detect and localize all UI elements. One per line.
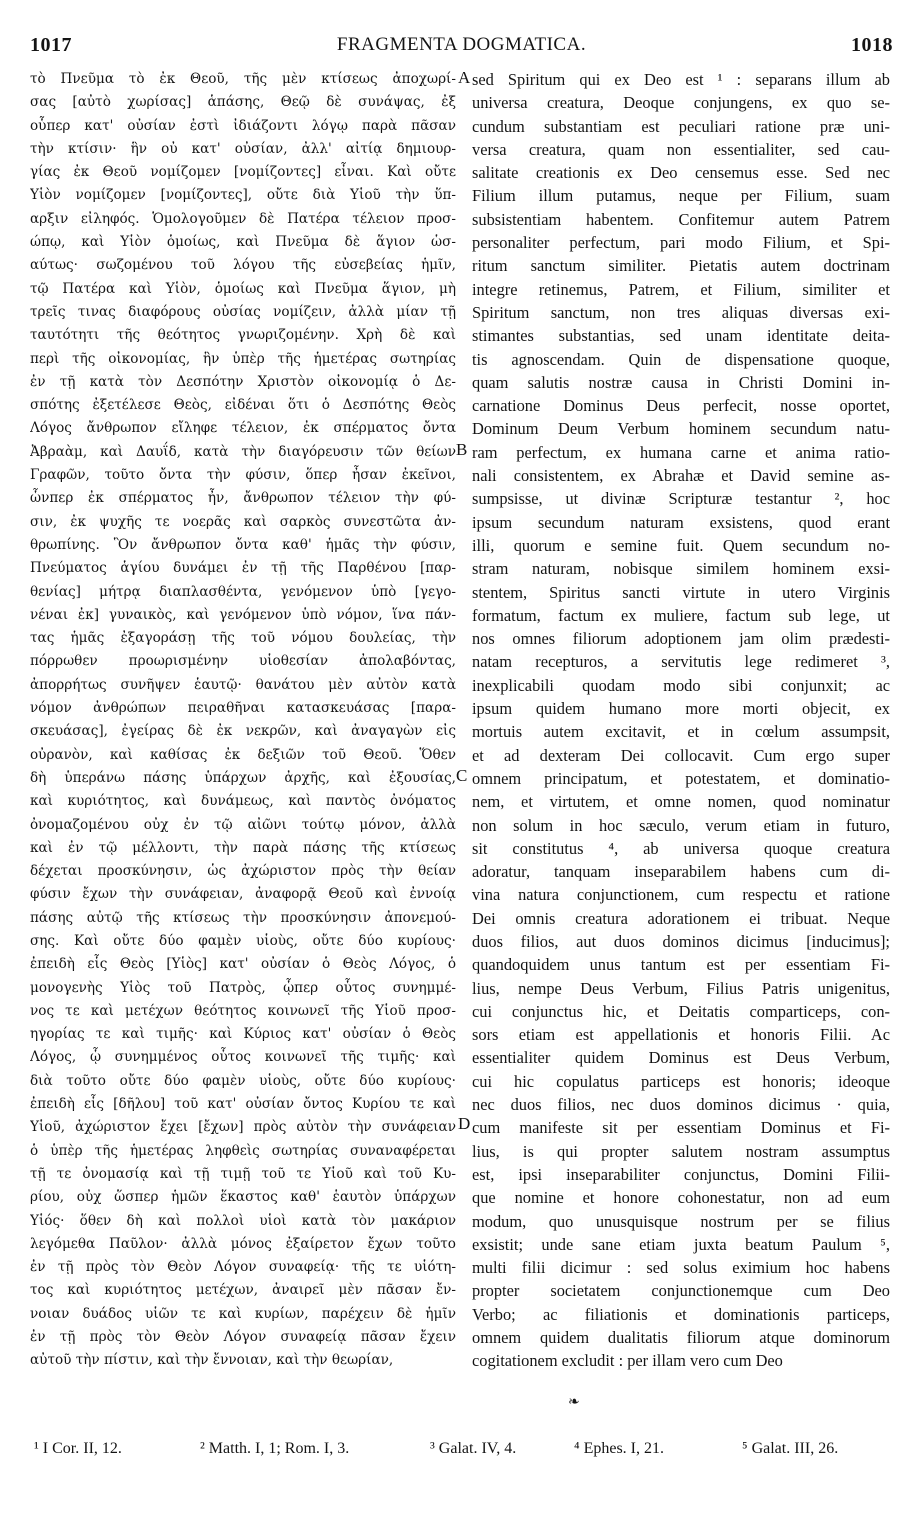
greek-text-line: θενίας] μήτρᾳ διαπλασθέντα, γενόμενον ὑπὸ [γεγο-	[30, 583, 456, 600]
greek-text-line: τῇ τε ὀνομασίᾳ καὶ τῇ τιμῇ τοῦ τε Υἱοῦ καὶ τοῦ Κυ-	[30, 1165, 456, 1182]
ornament-glyph: ❧	[568, 1394, 580, 1410]
greek-text-line: νοιαν δυάδος υἱῶν τε καὶ κυρίων, παρέχειν δὲ ἡμῖν	[30, 1305, 456, 1322]
footnote: ⁵ Galat. III, 26.	[742, 1440, 839, 1457]
latin-text-line: nem, et virtutem, et omne nomen, quod nominatur	[472, 792, 890, 812]
latin-text-line: adoratur, tanquam inseparabilem habens cum di-	[472, 862, 890, 882]
latin-text-column	[472, 68, 890, 1373]
latin-text-line: multi filii dicimur : sed solus eximium hoc habens	[472, 1258, 890, 1278]
running-title: FRAGMENTA DOGMATICA.	[336, 34, 587, 55]
latin-text-line: lius, nempe Deus Verbum, Filius Patris unigenitus,	[472, 978, 890, 998]
greek-text-line: τῷ Πατέρα καὶ Υἱὸν, ὁμοίως καὶ Πνεῦμα ἅγιον, μὴ	[30, 280, 456, 297]
greek-text-line: νόμον ἀνθρώπων πειραθῆναι κατασκευάσας [παρα-	[30, 700, 456, 717]
greek-text-line: ἐν τῇ κατὰ τὸν Δεσπότην Χριστὸν οἰκονομίᾳ ὁ Δε-	[30, 373, 456, 390]
latin-text-line: universa creatura, Deoque conjungens, ex quo se-	[472, 93, 890, 113]
greek-text-line: αὐτοῦ τὴν πίστιν, καὶ τὴν ἔννοιαν, καὶ τὴν θεωρίαν,	[30, 1352, 394, 1369]
latin-text-line: natam recepturos, a servitutis lege redimeret ³,	[472, 652, 890, 672]
greek-text-line: λεγόμεθα Παῦλον· ἀλλὰ μόνος ἐξαίρετον ἔχων τοῦτο	[30, 1235, 456, 1252]
latin-text-line: tis agnoscendam. Quin de dispensatione quoque,	[472, 349, 890, 369]
latin-text-line: essentialiter quidem Dominus est Deus Verbum,	[472, 1048, 890, 1068]
margin-marker-b: B	[456, 440, 468, 459]
greek-text-line: πάσης αὐτῷ τῆς κτίσεως τὴν προσκύνησιν ἀπονεμού-	[30, 909, 456, 926]
greek-text-line: περὶ τῆς οἰκονομίας, ἣν ὑπὲρ τῆς ἡμετέρας σωτηρίας	[30, 350, 456, 367]
latin-text-line: exsistit; unde sane etiam juxta beatum Paulum ⁵,	[472, 1234, 890, 1254]
greek-text-line: ὀνομαζομένου οὐχ ἐν τῷ αἰῶνι τούτῳ μόνον, ἀλλὰ	[30, 816, 456, 833]
greek-text-line: φύσιν ἔχων τὴν συνάφειαν, ἀναφορᾷ Θεοῦ καὶ ἐννοίᾳ	[30, 886, 456, 903]
latin-text-line: sit constitutus ⁴, ab universa quoque creatura	[472, 838, 890, 858]
footnote: ³ Galat. IV, 4.	[430, 1440, 517, 1457]
latin-text-line: Dei omnis creatura adorationem ei tribuat. Neque	[472, 908, 890, 928]
greek-text-line: ηγορίας τε καὶ τιμῆς· καὶ Κύριος κατ' οὐσίαν ὁ Θεὸς	[30, 1026, 456, 1043]
greek-text-line: δὴ ὑπεράνω πάσης ὑπάρχων ἀρχῆς, καὶ ἐξουσίας,	[30, 769, 456, 786]
latin-text-line: Dominum Deum Verbum hominem secundum natu-	[472, 419, 890, 439]
greek-text-line: διὰ τοῦτο οὔτε δύο φαμὲν υἱοὺς, οὔτε δύο κυρίους·	[30, 1072, 456, 1089]
greek-text-line: σης. Καὶ οὔτε δύο φαμὲν υἱοὺς, οὔτε δύο κυρίους·	[30, 932, 456, 949]
greek-text-line: δέχεται προσκύνησιν, ὡς ἀχώριστον πρὸς τὴν θείαν	[30, 863, 456, 880]
latin-text-line: quam salutis nostræ causa in Christi Domini in-	[472, 372, 890, 392]
greek-text-line: ἐπειδὴ εἷς Θεὸς [Υἱὸς] κατ' οὐσίαν ὁ Θεὸς Λόγος, ὁ	[30, 956, 456, 973]
latin-text-line: cogitationem excludit : per illam vero cum Deo	[472, 1351, 783, 1371]
greek-text-line: Ἀβραὰμ, καὶ Δαυΐδ, κατὰ τὴν διαγόρευσιν τῶν θείων	[30, 443, 456, 460]
latin-text-line: illi, quorum e semine fuit. Quem secundum no-	[472, 535, 890, 555]
latin-text-line: carnatione Dominus Deus perfecit, nosse oportet,	[472, 396, 890, 416]
greek-text-line: οὐρανὸν, καὶ καθίσας ἐκ δεξιῶν τοῦ Θεοῦ. Ὅθεν	[30, 746, 456, 763]
latin-text-line: nali consistentem, ex Abrahæ et David semine as-	[472, 466, 890, 486]
latin-text-line: que nomine et honore cohonestatur, non ad eum	[472, 1188, 890, 1208]
latin-text-line: inexplicabili quodam modo sibi conjunxit; ac	[472, 675, 890, 695]
greek-text-line: Γραφῶν, τοῦτο ὄντα τὴν φύσιν, ὅπερ ἦσαν ἐκεῖνοι,	[30, 467, 456, 484]
latin-text-line: vina natura conjunctionem, cum respectu et ratione	[472, 885, 890, 905]
margin-marker-a: A	[458, 68, 471, 87]
latin-text-line: duos filios, aut duos dominos dicimus [inducimus];	[472, 931, 890, 951]
latin-text-line: salitate creationis ex Deo censemus esse. Sed nec	[472, 163, 890, 183]
page-number-left: 1017	[30, 34, 72, 56]
greek-text-line: Λόγος, ᾧ συνημμένος οὗτος κοινωνεῖ τῆς τιμῆς· καὶ	[30, 1049, 456, 1066]
footnote: ² Matth. I, 1; Rom. I, 3.	[200, 1440, 350, 1457]
greek-text-line: τὴν κτίσιν· ἣν οὐ κατ' οὐσίαν, ἀλλ' αἰτίᾳ δημιουρ-	[30, 140, 456, 157]
greek-text-line: Λόγος ἄνθρωπον εἴληφε τέλειον, ἐκ σπέρματος ὄντα	[30, 420, 456, 437]
latin-text-line: propter societatem conjunctionemque cum Deo	[472, 1281, 890, 1301]
greek-text-line: τος καὶ κυριότητος μετέχων, ἀναιρεῖ μὲν πᾶσαν ἔν-	[30, 1282, 456, 1299]
greek-text-line: τας ἡμᾶς ἐξαγοράσῃ τῆς τοῦ νόμου δουλείας, τὴν	[30, 630, 456, 647]
latin-text-line: formatum, factum ex muliere, factum sub lege, ut	[472, 605, 890, 625]
latin-text-line: sors etiam est appellationis et honoris Filii. Ac	[472, 1025, 890, 1045]
margin-marker-c: C	[456, 766, 468, 785]
latin-text-line: omnem quidem dualitatis filiorum atque dominorum	[472, 1328, 890, 1348]
greek-text-line: αύτως· σωζομένου τοῦ λόγου τῆς εὐσεβείας ἡμῖν,	[30, 257, 456, 274]
greek-text-line: Πνεύματος ἁγίου δυνάμει ἐν τῇ τῆς Παρθένου [παρ-	[30, 560, 456, 577]
latin-text-line: lius, is qui propter salutem nostram assumptus	[472, 1141, 890, 1161]
latin-text-line: modum, quo unusquisque nostrum per se filius	[472, 1211, 890, 1231]
greek-text-line: τὸ Πνεῦμα τὸ ἐκ Θεοῦ, τῆς μὲν κτίσεως ἀποχωρί-	[30, 71, 456, 87]
greek-text-line: ὁ ὑπὲρ τῆς ἡμετέρας ληφθεὶς σωτηρίας συναναφέρεται	[30, 1142, 456, 1159]
latin-text-line: et ad dexteram Dei collocavit. Cum ergo super	[472, 745, 890, 765]
latin-text-line: subsistentiam habentem. Confitemur autem Patrem	[472, 209, 890, 229]
page-number-right: 1018	[851, 34, 893, 56]
footnote: ⁴ Ephes. I, 21.	[574, 1440, 665, 1457]
greek-text-line: Υἱοῦ, ἀχώριστον ἔχει [ἔχων] πρὸς αὐτὸν τὴν συνάφειαν	[30, 1119, 456, 1136]
greek-text-line: σιν, ἐκ ψυχῆς τε νοερᾶς καὶ σαρκὸς συνεστῶτα ἀν-	[30, 513, 456, 530]
latin-text-line: cui hic copulatus particeps est honoris; ideoque	[472, 1071, 890, 1091]
latin-text-line: mortuis autem excitavit, et in cœlum assumpsit,	[472, 722, 890, 742]
latin-text-line: ram perfectum, ex humana carne et anima ratio-	[472, 442, 890, 462]
greek-text-line: ἐπειδὴ εἷς [δῆλου] τοῦ κατ' οὐσίαν ὄντος Κυρίου τε καὶ	[30, 1096, 456, 1113]
latin-text-line: est, ipsi inseparabiliter conjunctus, Domini Filii-	[472, 1164, 890, 1184]
latin-text-line: nec duos filios, nec duos dominos dicimus · quia,	[472, 1095, 890, 1115]
greek-text-line: καὶ ἐν τῷ μέλλοντι, τὴν παρὰ πάσης τῆς κτίσεως	[30, 839, 456, 856]
greek-text-line: σκευάσας], ἐγείρας δὲ ἐκ νεκρῶν, καὶ ἀναγαγὼν εἰς	[30, 723, 456, 740]
greek-text-line: ἀπορρήτως συνῆψεν ἑαυτῷ· θανάτου μὲν αὐτὸν κατὰ	[30, 676, 456, 693]
latin-text-line: ritum sanctum similiter. Pietatis autem doctrinam	[472, 256, 890, 276]
latin-text-line: cui conjunctus hic, et Deitatis comparticeps, con-	[472, 1001, 890, 1021]
latin-text-line: sumpsisse, ut divinæ Scripturæ testantur ², hoc	[472, 489, 890, 509]
latin-text-line: Spiritum sanctum, non tres aliquas diversas exi-	[472, 302, 890, 322]
page-header	[30, 34, 893, 60]
latin-text-line: ipsum quidem humano more morti objecit, ex	[472, 699, 890, 719]
latin-text-line: quandoquidem unus tantum est per essentiam Fi-	[472, 955, 890, 975]
greek-text-line: ἐν τῇ πρὸς τὸν Θεὸν Λόγον συναφείᾳ· τῆς τε υἱότη-	[30, 1259, 456, 1276]
greek-text-line: πόρρωθεν προωρισμένην υἱοθεσίαν ἀπολαβόντας,	[30, 653, 456, 670]
greek-text-line: καὶ κυριότητος, καὶ δυνάμεως, καὶ παντὸς ὀνόματος	[30, 793, 456, 810]
latin-text-line: ipsum secundum naturam exsistens, quod erant	[472, 512, 890, 532]
latin-text-line: personaliter perfectum, pari modo Filium, et Spi-	[472, 233, 890, 253]
latin-text-line: omnem principatum, et potestatem, et dominatio-	[472, 768, 890, 788]
latin-text-line: cum manifeste sit per essentiam Dominus et Fi-	[472, 1118, 890, 1138]
greek-text-line: Υἱός· ὅθεν δὴ καὶ πολλοὶ υἱοὶ κατὰ τὸν μακάριον	[30, 1212, 456, 1229]
latin-text-line: stimantes substantias, sed unam identitate deita-	[472, 326, 890, 346]
greek-text-line: ἐν τῇ πρὸς τὸν Θεὸν Λόγον συναφείᾳ πᾶσαν ἔχειν	[30, 1329, 456, 1346]
footnotes	[34, 1440, 889, 1466]
latin-text-line: Verbo; ac filiationis et dominationis particeps,	[472, 1304, 890, 1324]
greek-text-line: θρωπίνης. Ὃν ἄνθρωπον ὄντα καθ' ἡμᾶς τὴν φύσιν,	[30, 536, 456, 553]
greek-text-line: αρξιν εἰληφός. Ὁμολογοῦμεν δὲ Πατέρα τέλειον προσ-	[30, 210, 456, 227]
greek-text-line: σας [αὐτὸ χωρίσας] ἁπάσης, Θεῷ δὲ συνάψας, ἐξ	[30, 94, 456, 111]
greek-text-line: ὧνπερ ἐκ σπέρματος ἦν, ἄνθρωπον τέλειον τὴν φύ-	[30, 490, 456, 507]
greek-text-line: μονογενὴς Υἱὸς τοῦ Πατρὸς, ᾧπερ οὗτος συνημμέ-	[30, 979, 456, 996]
latin-text-line: nos omnes filiorum adoptionem jam olim prædesti-	[472, 629, 890, 649]
greek-text-line: σπότης ἐξετέλεσε Θεὸς, εἰδέναι ὅτι ὁ Δεσπότης Θεὸς	[30, 397, 456, 414]
latin-text-line: integre retinemus, Patrem, et Filium, similiter et	[472, 279, 890, 299]
latin-text-line: cundum substantiam est peculiari ratione præ uni-	[472, 116, 890, 136]
latin-text-line: stram naturam, nobisque similem hominem exsi-	[472, 559, 890, 579]
latin-text-line: non solum in hoc sæculo, verum etiam in futuro,	[472, 815, 890, 835]
footnote: ¹ I Cor. II, 12.	[34, 1440, 122, 1457]
margin-marker-d: D	[458, 1114, 471, 1133]
greek-text-line: γίας ἐκ Θεοῦ νομίζομεν [νομίζοντες] εἶναι. Καὶ οὔτε	[30, 164, 456, 181]
greek-text-line: ρίου, οὐχ ὥσπερ ἡμῶν ἕκαστος καθ' ἑαυτὸν ὑπάρχων	[30, 1189, 456, 1206]
greek-text-line: τρεῖς τινας διαφόρους οὐσίας νομίζειν, ἀλλὰ μίαν τῇ	[30, 303, 456, 320]
greek-text-line: νέναι ἐκ] γυναικὸς, καὶ γενόμενον ὑπὸ νόμον, ἵνα πάν-	[30, 606, 456, 623]
greek-text-line: ώπῳ, καὶ Υἱὸν ὁμοίως, καὶ Πνεῦμα δὲ ἅγιον ὡσ-	[30, 234, 456, 251]
latin-text-line: stentem, Spiritus sancti virtute in utero Virginis	[472, 582, 890, 602]
greek-text-line: νος τε καὶ μετέχων θεότητος κοινωνεῖ τῆς Υἱοῦ προσ-	[30, 1002, 456, 1019]
greek-text-line: ταυτότητι τῆς θεότητος γνωριζομένην. Χρὴ δὲ καὶ	[30, 327, 456, 344]
latin-text-line: Filium illum putamus, neque per Filium, suam	[472, 186, 890, 206]
latin-text-line: versa creatura, quam non essentialiter, sed cau-	[472, 139, 890, 159]
greek-text-column	[30, 68, 456, 1373]
latin-text-line: sed Spiritum qui ex Deo est ¹ : separans illum ab	[472, 70, 890, 89]
greek-text-line: οὗπερ κατ' οὐσίαν ἐστὶ ἰδιάζοντι λόγῳ παρὰ πᾶσαν	[30, 117, 456, 134]
greek-text-line: Υἱὸν νομίζομεν [νομίζοντες], οὔτε διὰ Υἱοῦ τὴν ὕπ-	[30, 187, 456, 204]
